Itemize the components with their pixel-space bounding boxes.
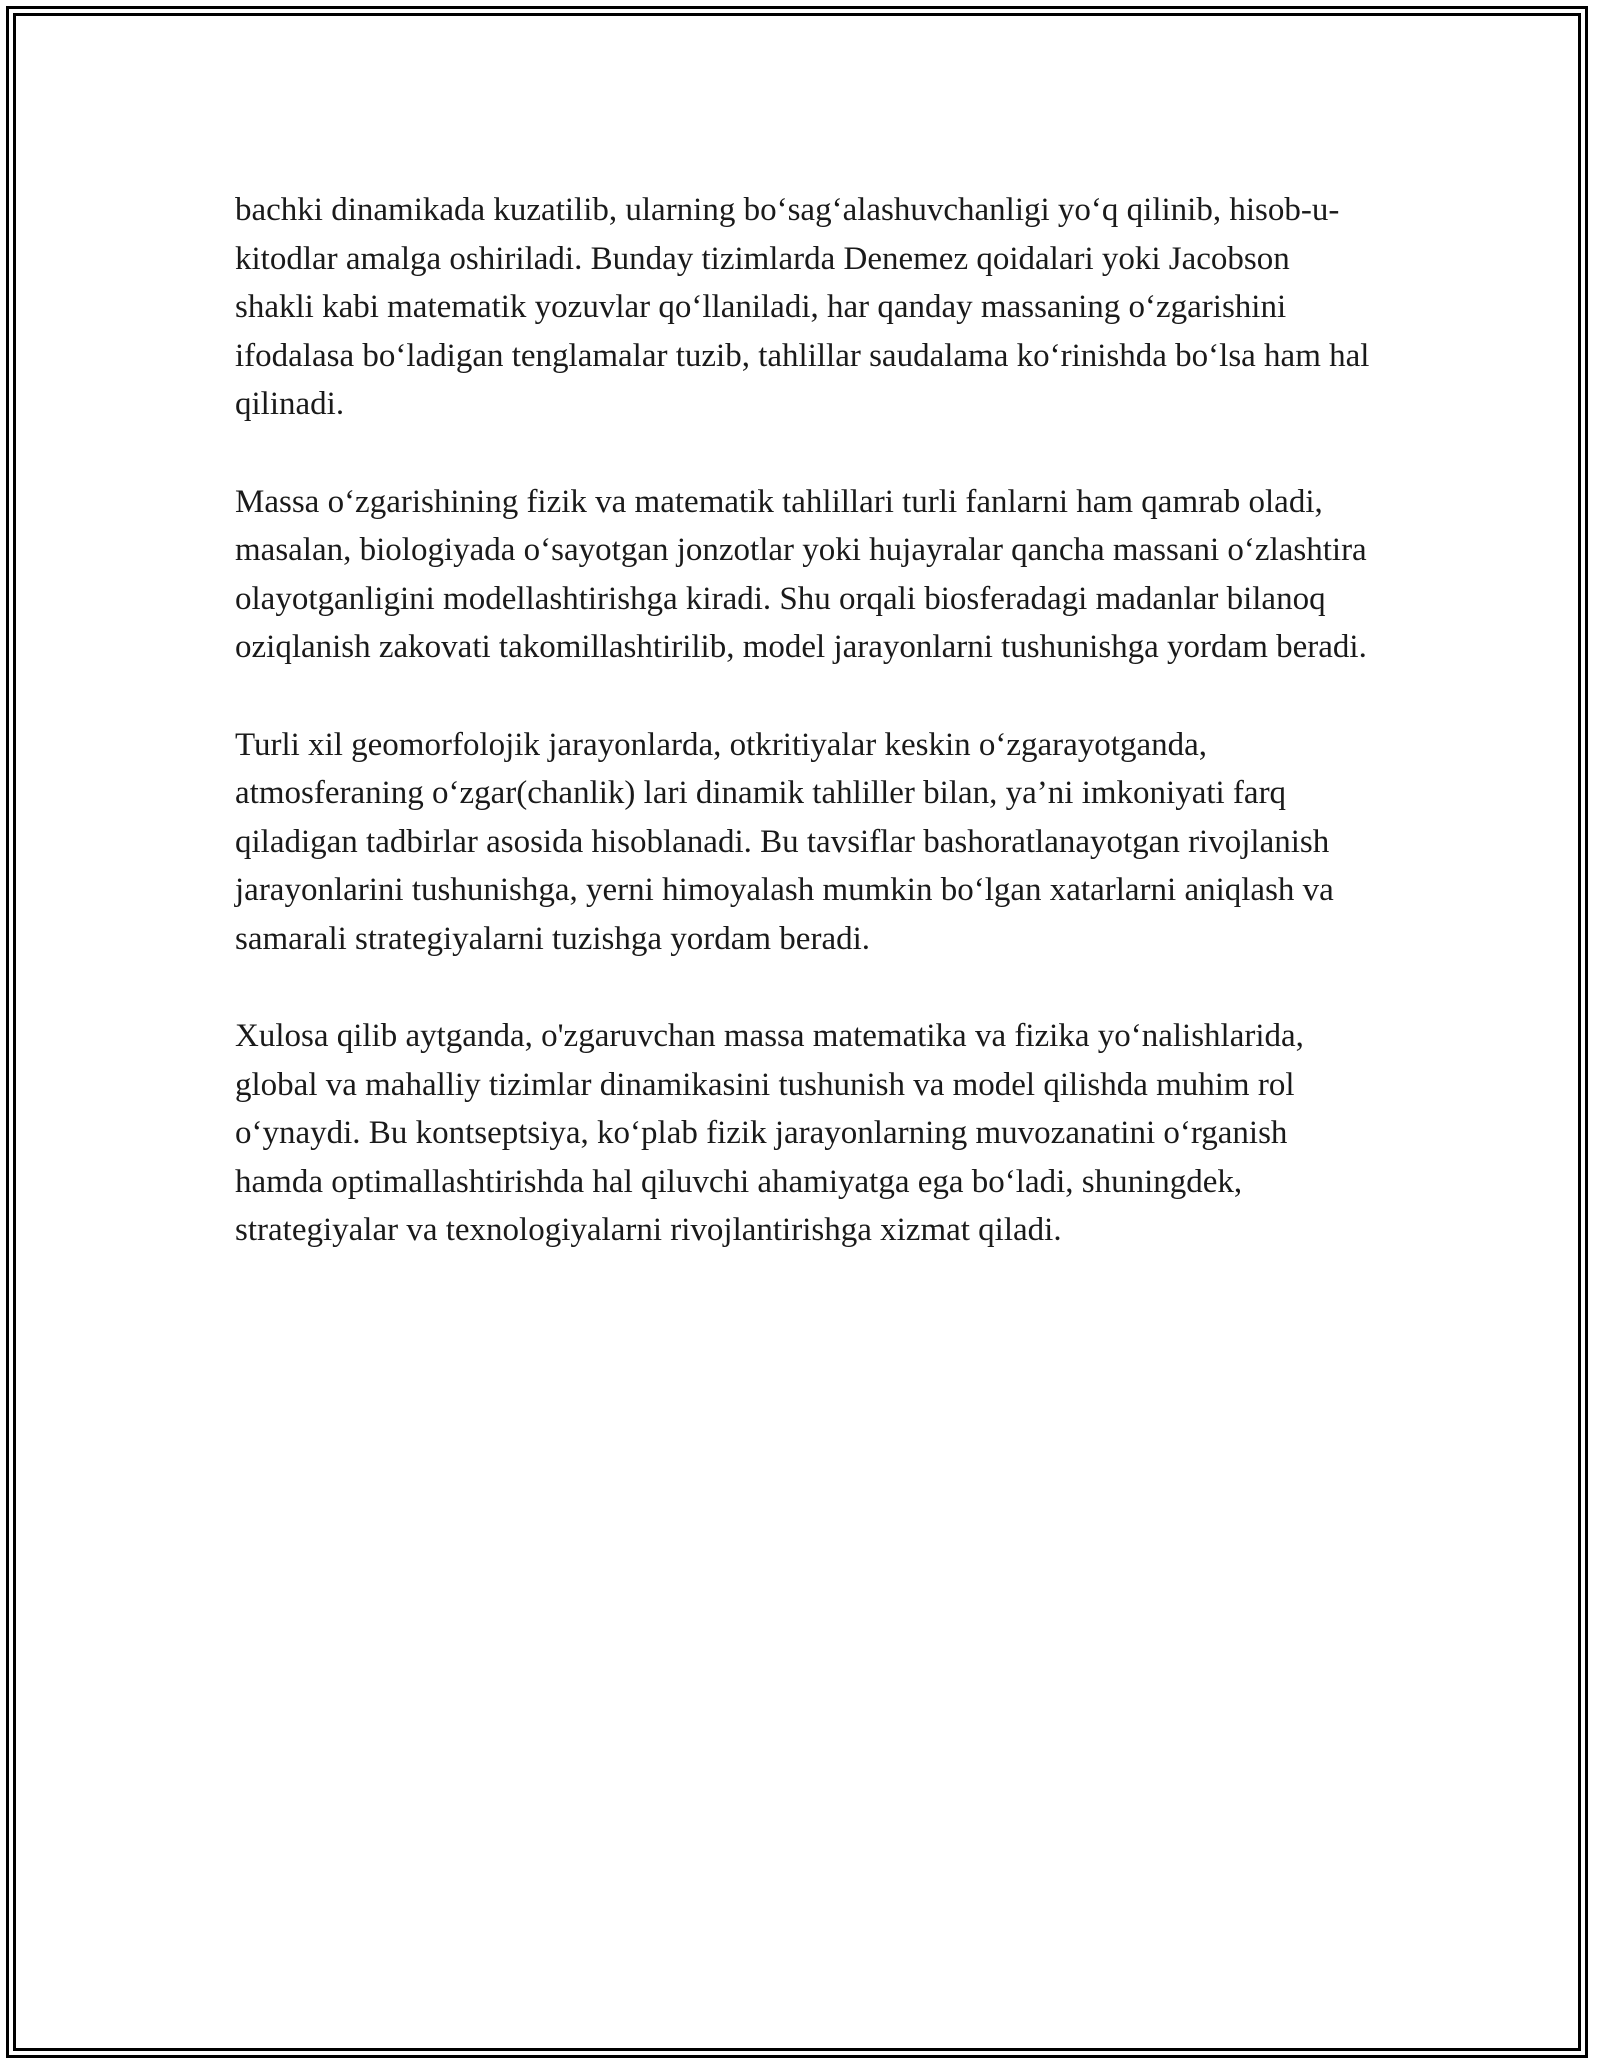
paragraph: Xulosa qilib aytganda, o'zgaruvchan massa matematika va fizika yo‘nalishlarida, global va mahalliy tizimlar dinamikasini tushunish va model qilishda muhim rol o‘ynaydi. Bu kontseptsiya, ko‘plab fizik jarayonlarning muvozanatini o‘rganish hamda optimallashtirishda hal qiluvchi ahamiyatga ega bo‘ladi, shuningdek, strategiyalar va texnologiyalarni rivojlantirishga xizmat qiladi. [235, 1018, 1304, 1248]
document-body [235, 186, 1370, 1304]
paragraph: bachki dinamikada kuzatilib, ularning bo‘sag‘alashuvchanligi yo‘q qilinib, hisob-u-kitodlar amalga oshiriladi. Bunday tizimlarda Denemez qoidalari yoki Jacobson shakli kabi matematik yozuvlar qo‘llaniladi, har qanday massaning o‘zgarishini ifodalasa bo‘ladigan tenglamalar tuzib, tahlillar saudalama ko‘rinishda bo‘lsa ham hal qilinadi. [235, 192, 1370, 422]
paragraph: Turli xil geomorfolojik jarayonlarda, otkritiyalar keskin o‘zgarayotganda, atmosferaning o‘zgar(chanlik) lari dinamik tahliller bilan, ya’ni imkoniyati farq qiladigan tadbirlar asosida hisoblanadi. Bu tavsiflar bashoratlanayotgan rivojlanish jarayonlarini tushunishga, yerni himoyalash mumkin bo‘lgan xatarlarni aniqlash va samarali strategiyalarni tuzishga yordam beradi. [235, 726, 1334, 957]
paragraph: Massa o‘zgarishining fizik va matematik tahlillari turli fanlarni ham qamrab oladi, masalan, biologiyada o‘sayotgan jonzotlar yoki hujayralar qancha massani o‘zlashtira olayotganligini modellashtirishga kiradi. Shu orqali biosferadagi madanlar bilanoq oziqlanish zakovati takomillashtirilib, model jarayonlarni tushunishga yordam beradi. [235, 483, 1367, 665]
